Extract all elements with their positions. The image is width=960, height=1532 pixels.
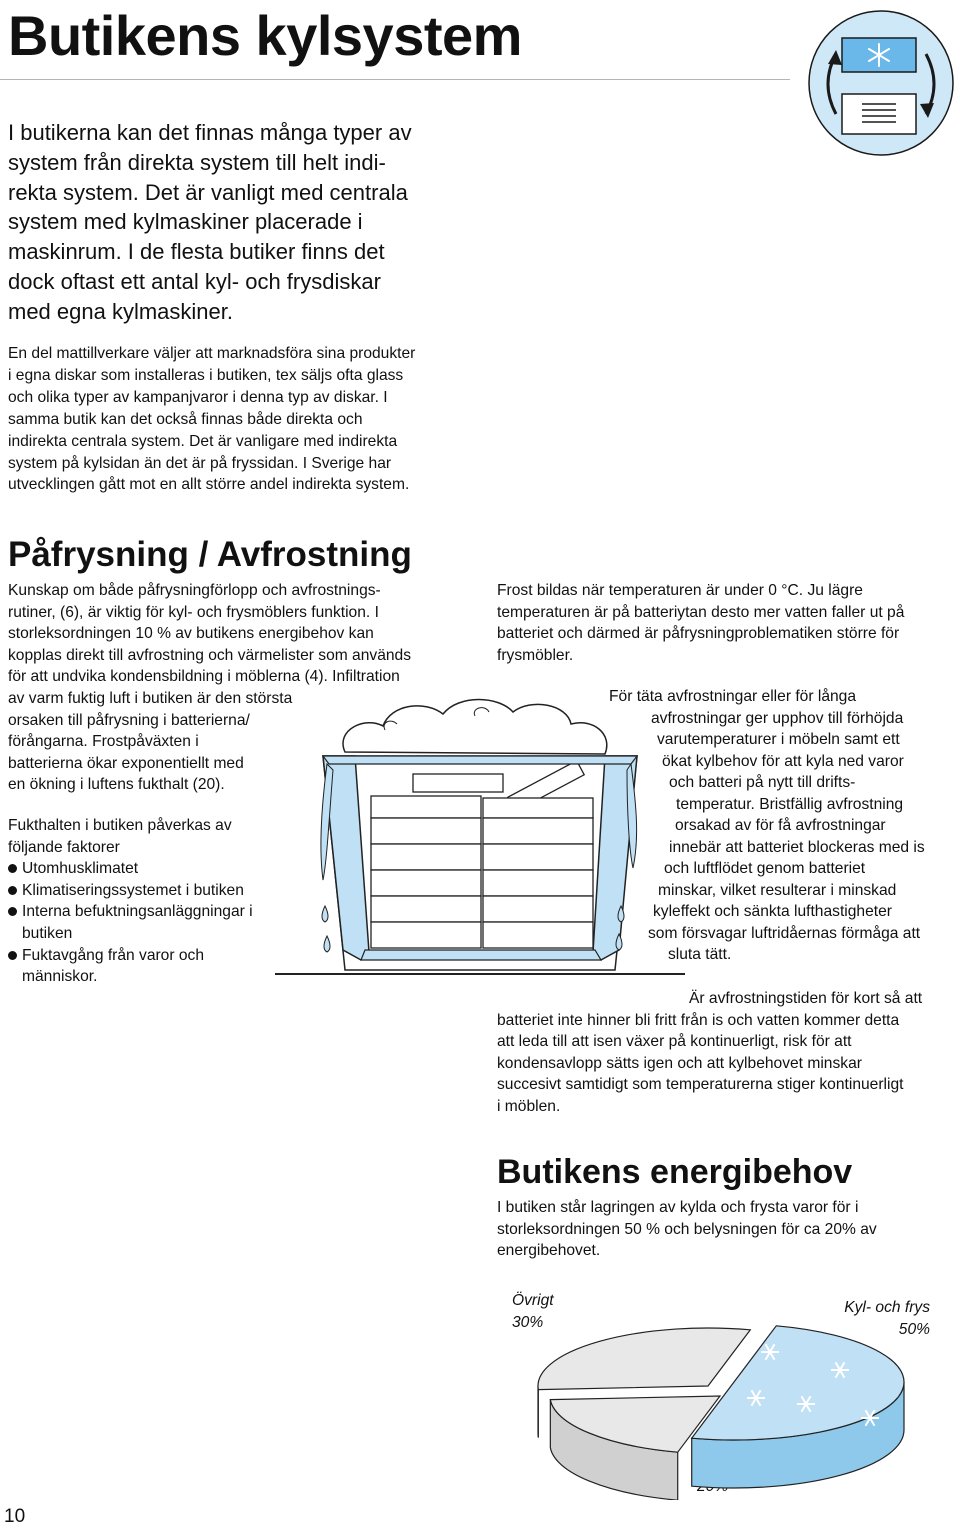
paragraph-line: storleksordningen 10 % av butikens energibehov kan [8, 625, 374, 643]
humidity-factor-list [8, 858, 308, 988]
paragraph-line: kondensavlopp sätts igen och att kylbehovet minskar [497, 1054, 862, 1072]
paragraph-line: storleksordningen 50 % och belysningen för ca 20% av [497, 1220, 877, 1238]
energy-heading: Butikens energibehov [497, 1153, 853, 1191]
pie-label-value: 50% [898, 1320, 930, 1338]
paragraph-line: temperaturen är på batteriytan desto mer vatten faller ut på [497, 603, 905, 621]
intro-line: system med kylmaskiner placerade i [8, 209, 363, 235]
paragraph-line: kopplas direkt till avfrostning och värmelister som används [8, 646, 412, 664]
paragraph-line: Fukthalten i butiken påverkas av [8, 817, 232, 834]
paragraph-line: för att undvika kondensbildning i möblerna (4). Infiltration [8, 668, 400, 686]
paragraph-line: och luftflödet genom batteriet [664, 860, 866, 877]
intro-line: med egna kylmaskiner. [8, 298, 233, 324]
paragraph-line: energibehovet. [497, 1242, 601, 1260]
paragraph-line: av varm fuktig luft i butiken är den största [8, 689, 293, 707]
section-heading: Påfrysning / Avfrostning [8, 535, 412, 574]
humidity-factors-block [8, 815, 308, 988]
frost-formation-paragraph [497, 580, 952, 666]
paragraph-line: succesivt samtidigt som temperaturerna stiger kontinuerligt [497, 1076, 904, 1094]
paragraph-line: minskar, vilket resulterar i minskad [658, 882, 897, 899]
paragraph-line: temperatur. Bristfällig avfrostning [676, 796, 904, 813]
intro-line: rekta system. Det är vanligt med centrala [8, 179, 408, 205]
paragraph-line: avfrostningar ger upphov till förhöjda [651, 710, 904, 727]
paragraph-line: rutiner, (6), är viktig för kyl- och frysmöblers funktion. I [8, 603, 379, 621]
refrigeration-cycle-icon [806, 8, 956, 158]
paragraph-line: Är avfrostningstiden för kort så att [689, 990, 923, 1007]
paragraph-line: innebär att batteriet blockeras med is [669, 839, 925, 856]
defrost-time-paragraph [497, 988, 952, 1118]
paragraph-line: sluta tätt. [668, 946, 732, 963]
body-line: i egna diskar som installeras i butiken, tex säljs ofta glass [8, 366, 404, 384]
paragraph-line: I butiken står lagringen av kylda och frysta varor för i [497, 1199, 859, 1216]
list-item: Interna befuktningsanläggningar i butiken [8, 901, 308, 944]
paragraph-line: batterierna ökar exponentiellt med [8, 754, 244, 772]
body-line: system på kylsidan än det är på fryssidan. I Sverige har [8, 454, 392, 472]
intro-line: I butikerna kan det finnas många typer av [8, 120, 412, 145]
paragraph-line: kyleffekt och sänkta lufthastigheter [653, 903, 892, 920]
paragraph-line: en ökning i luftens fukthalt (20). [8, 776, 225, 794]
paragraph-line: frysmöbler. [497, 646, 574, 664]
intro-paragraph [8, 118, 468, 327]
paragraph-line: För täta avfrostningar eller för långa [609, 688, 857, 705]
body-line: En del mattillverkare väljer att marknadsföra sina produkter [8, 345, 416, 362]
list-item: Fuktavgång från varor och människor. [8, 945, 308, 988]
pie-label-name: Kyl- och frys [844, 1299, 930, 1316]
frosted-freezer-illustration [275, 690, 685, 995]
paragraph-line: att leda till att isen växer på kontinuerligt, risk för att [497, 1033, 852, 1051]
paragraph-line: batteriet och därmed är påfrysningproblematiken större för [497, 625, 900, 643]
energy-paragraph [497, 1197, 917, 1262]
paragraph-line: varutemperaturer i möbeln samt ett [657, 731, 900, 748]
pie-label-name: Övrigt [512, 1292, 554, 1309]
title-rule [0, 79, 790, 80]
list-item: Klimatiseringssystemet i butiken [8, 880, 308, 902]
pie-label-value: 30% [512, 1313, 544, 1331]
paragraph-line: i möblen. [497, 1097, 561, 1115]
paragraph-line: ökat kylbehov för att kyla ned varor [662, 753, 904, 770]
paragraph-line: som försvagar luftridåernas förmåga att [648, 925, 921, 942]
paragraph-line: batteriet inte hinner bli fritt från is och vatten kommer detta [497, 1011, 900, 1029]
paragraph-line: och batteri på nytt till drifts- [669, 774, 856, 791]
body-line: utvecklingen gått mot en allt större andel indirekta system. [8, 476, 410, 494]
intro-line: maskinrum. I de flesta butiker finns det [8, 239, 385, 265]
body-line: samma butik kan det också finnas både direkta och [8, 410, 363, 428]
page-title: Butikens kylsystem [8, 4, 522, 67]
body-line: och olika typer av kampanjvaror i denna typ av diskar. I [8, 388, 388, 406]
paragraph-line: orsaken till påfrysning i batterierna/ [8, 711, 250, 729]
intro-line: dock oftast ett antal kyl- och frysdiskar [8, 268, 381, 294]
list-item: Utomhusklimatet [8, 858, 308, 880]
intro-line: system från direkta system till helt indi- [8, 149, 386, 175]
paragraph-line: förångarna. Frostpåväxten i [8, 733, 199, 751]
paragraph-line: orsakad av för få avfrostningar [675, 817, 886, 834]
paragraph-line: Kunskap om både påfrysningförlopp och avfrostnings- [8, 582, 381, 599]
body-paragraph [8, 343, 463, 496]
body-line: indirekta centrala system. Det är vanligare med indirekta [8, 432, 398, 450]
paragraph-line: följande faktorer [8, 838, 120, 856]
energy-pie-chart [520, 1300, 940, 1500]
slice-ovrigt [538, 1328, 750, 1390]
page-number: 10 [4, 1506, 26, 1527]
paragraph-line: Frost bildas när temperaturen är under 0 °C. Ju lägre [497, 582, 863, 599]
